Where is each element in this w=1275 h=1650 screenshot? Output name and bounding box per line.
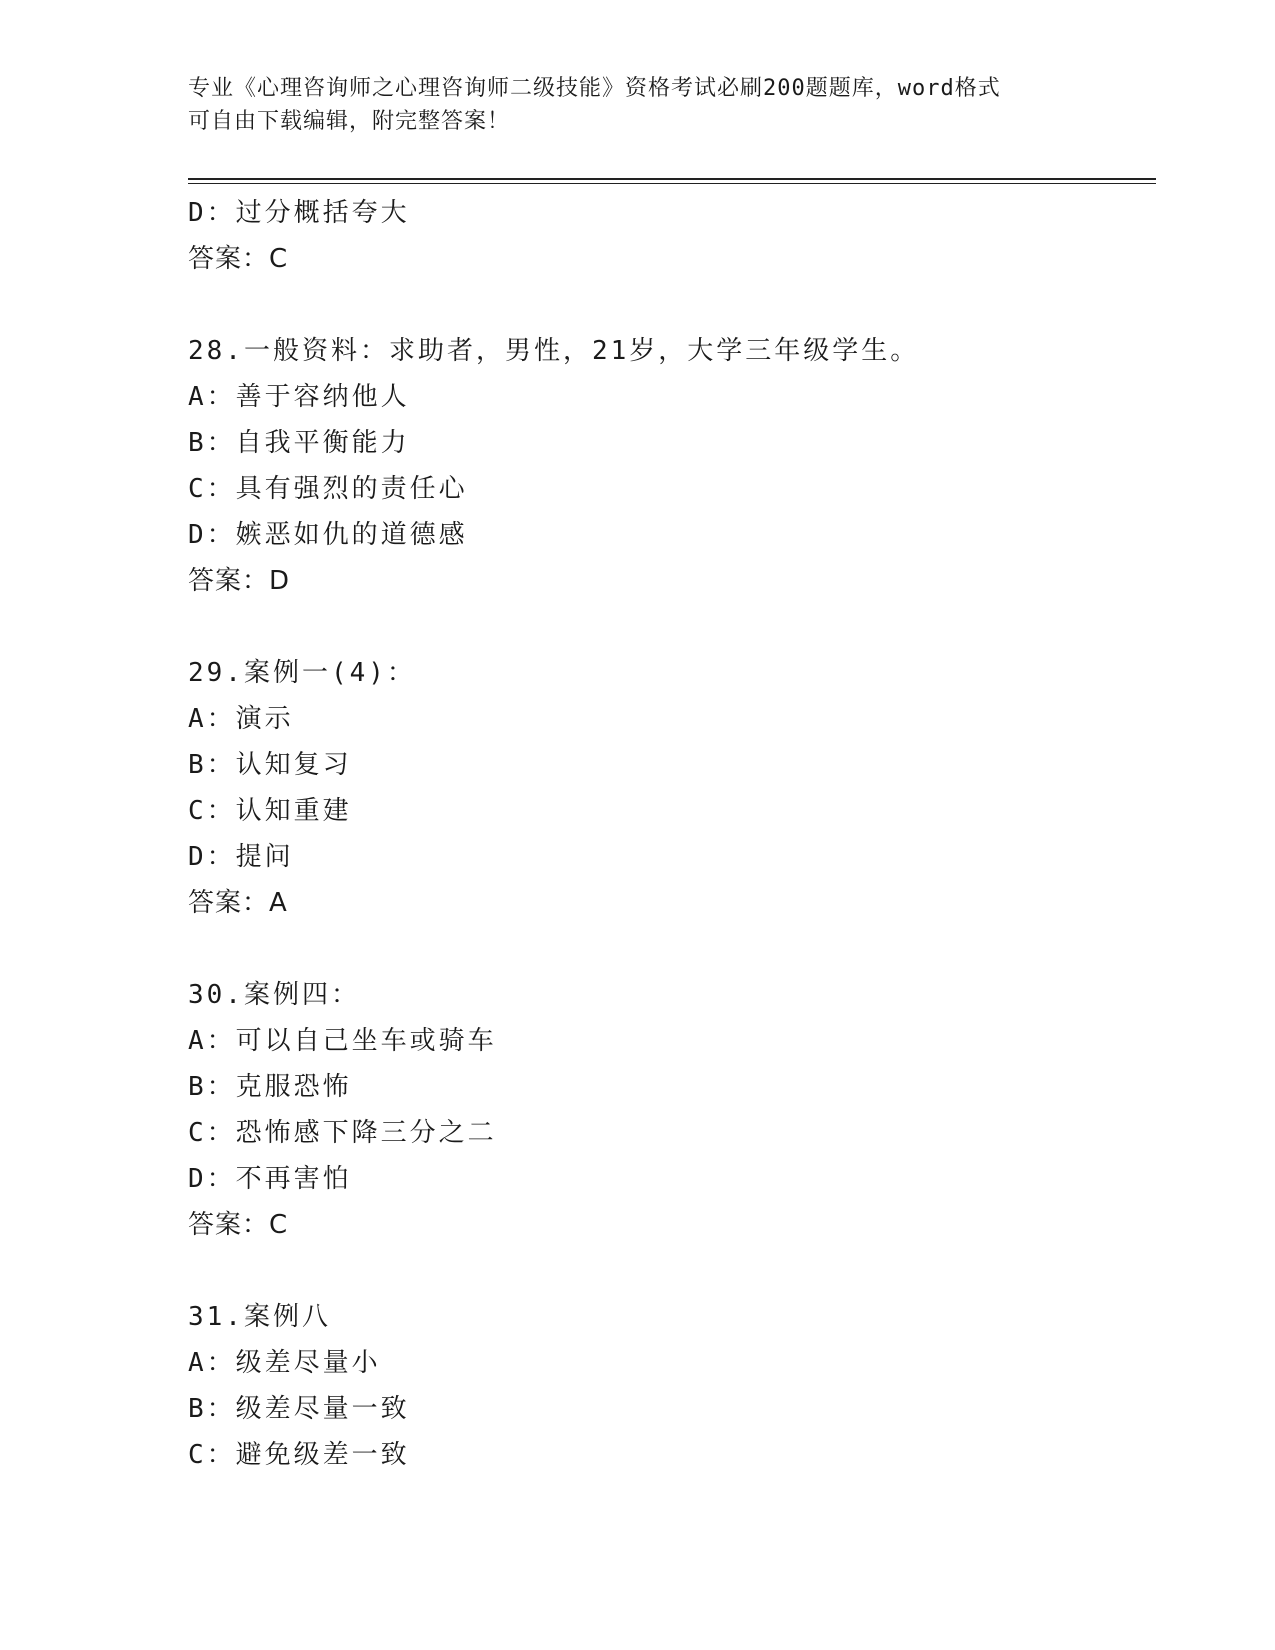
option-d: D：不再害怕 [188, 1164, 352, 1194]
question-stem: 31.案例八 [188, 1302, 331, 1332]
question-block-prev [188, 190, 1148, 282]
question-block-30 [188, 972, 1148, 1248]
page-header [188, 72, 1088, 138]
option-c: C：具有强烈的责任心 [188, 474, 468, 504]
option-c: C：恐怖感下降三分之二 [188, 1118, 497, 1148]
option-a: A：可以自己坐车或骑车 [188, 1026, 497, 1056]
option-d: D：过分概括夸大 [188, 198, 410, 228]
question-list [188, 190, 1148, 1478]
answer-line: 答案：A [188, 888, 288, 918]
header-line-2: 可自由下载编辑，附完整答案！ [188, 109, 511, 134]
option-a: A：级差尽量小 [188, 1348, 381, 1378]
answer-line: 答案：C [188, 244, 289, 274]
question-block-31 [188, 1294, 1148, 1478]
option-b: B：克服恐怖 [188, 1072, 352, 1102]
answer-line: 答案：C [188, 1210, 289, 1240]
option-a: A：演示 [188, 704, 294, 734]
option-c: C：避免级差一致 [188, 1440, 410, 1470]
option-d: D：提问 [188, 842, 294, 872]
question-stem: 30.案例四： [188, 980, 360, 1010]
question-block-28 [188, 328, 1148, 604]
option-d: D：嫉恶如仇的道德感 [188, 520, 468, 550]
question-block-29 [188, 650, 1148, 926]
header-line-1: 专业《心理咨询师之心理咨询师二级技能》资格考试必刷200题题库，word格式 [188, 76, 1001, 101]
option-b: B：级差尽量一致 [188, 1394, 410, 1424]
option-a: A：善于容纳他人 [188, 382, 410, 412]
option-b: B：自我平衡能力 [188, 428, 410, 458]
question-stem: 29.案例一(4)： [188, 658, 416, 688]
option-b: B：认知复习 [188, 750, 352, 780]
question-stem: 28.一般资料：求助者，男性，21岁，大学三年级学生。 [188, 336, 920, 366]
option-c: C：认知重建 [188, 796, 352, 826]
answer-line: 答案：D [188, 566, 291, 596]
header-divider [188, 178, 1156, 184]
